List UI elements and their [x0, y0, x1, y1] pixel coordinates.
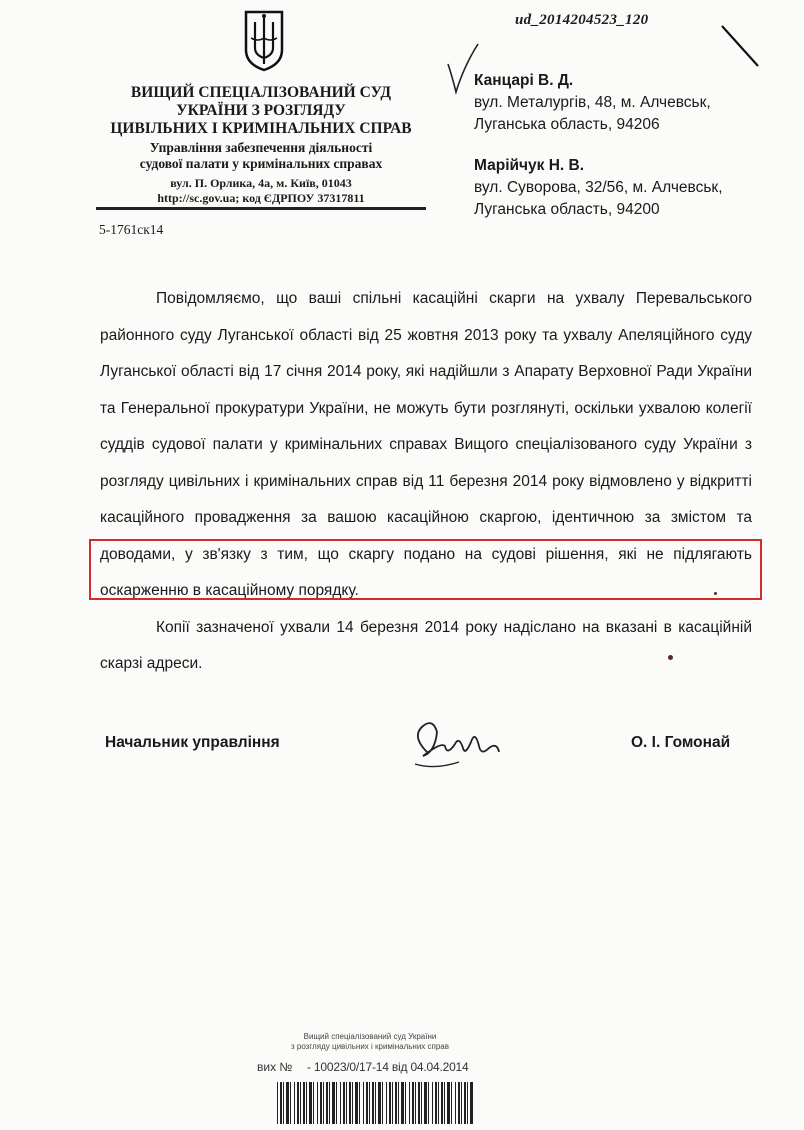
dept-line: судової палати у кримінальних справах: [139, 156, 383, 171]
stamp-reg-label: вих №: [257, 1060, 293, 1074]
department-name: [96, 140, 426, 172]
recipient-name: Канцарі В. Д.: [474, 72, 574, 89]
stamp-line: з розгляду цивільних і кримінальних справ: [290, 1042, 449, 1051]
dept-line: Управління забезпечення діяльності: [149, 140, 373, 155]
barcode-icon: [275, 1080, 475, 1126]
court-line: УКРАЇНИ З РОЗГЛЯДУ: [176, 102, 346, 119]
court-line: ВИЩИЙ СПЕЦІАЛІЗОВАНИЙ СУД: [130, 84, 392, 101]
signatory-name: О. І. Гомонай: [631, 734, 731, 751]
ink-speck: [668, 655, 673, 660]
court-line: ЦИВІЛЬНИХ І КРИМІНАЛЬНИХ СПРАВ: [110, 120, 412, 137]
address-line: вул. П. Орлика, 4а, м. Київ, 01043: [170, 176, 352, 190]
signatory-title: Начальник управління: [105, 734, 280, 751]
registration-stamp: [255, 1030, 485, 1130]
stamp-line: Вищий спеціалізований суд України: [303, 1032, 437, 1041]
court-address: [96, 176, 426, 206]
letterhead-divider: [96, 207, 426, 210]
ink-speck: [714, 592, 717, 595]
pen-stroke-mark: [718, 22, 762, 72]
body-paragraph: Копії зазначеної ухвали 14 березня 2014 року надіслано на вказані в касаційній скарзі адреси.: [100, 618, 752, 672]
recipient-name: Марійчук Н. В.: [474, 157, 585, 174]
stamp-reg-number: - 10023/0/17-14 від 04.04.2014: [307, 1060, 469, 1074]
recipient-block: [474, 70, 711, 136]
letter-body: [100, 281, 752, 683]
recipient-address-line: вул. Суворова, 32/56, м. Алчевськ,: [474, 179, 723, 196]
recipient-address-line: Луганська область, 94200: [474, 201, 660, 218]
address-line: http://sc.gov.ua; код ЄДРПОУ 37317811: [157, 191, 365, 205]
recipient-address-line: вул. Металургів, 48, м. Алчевськ,: [474, 94, 711, 111]
recipient-address-line: Луганська область, 94206: [474, 116, 660, 133]
body-paragraph: Повідомляємо, що ваші спільні касаційні скарги на ухвалу Перевальського районного суду Луганської області від 25 жовтня 2013 року та ухвалу Апеляційного суду Луганської області від 17 січня 2014 року, які надійшли з Апарату Верховної Ради України та Генеральної прокуратури України, не можуть бути розглянуті, оскільки ухвалою колегії суддів судової палати у кримінальних справах Вищого спеціалізованого суду України з розгляду цивільних і кримінальних справ від 11 березня 2014 року відмовлено у відкритті касаційного провадження за вашою касаційною скаргою, ідентичною за змістом та доводами, у зв'язку з тим, що скаргу подано на судові рішення, які не підлягають оскарженню в касаційному порядку.: [100, 290, 752, 599]
signature-icon: [405, 712, 505, 776]
document-id: ud_2014204523_120: [515, 12, 649, 28]
reference-number: 5-1761ск14: [99, 222, 164, 237]
court-name: [96, 84, 426, 138]
highlight-box: [89, 539, 762, 600]
recipient-block: [474, 155, 723, 221]
trident-emblem-icon: [242, 8, 286, 72]
